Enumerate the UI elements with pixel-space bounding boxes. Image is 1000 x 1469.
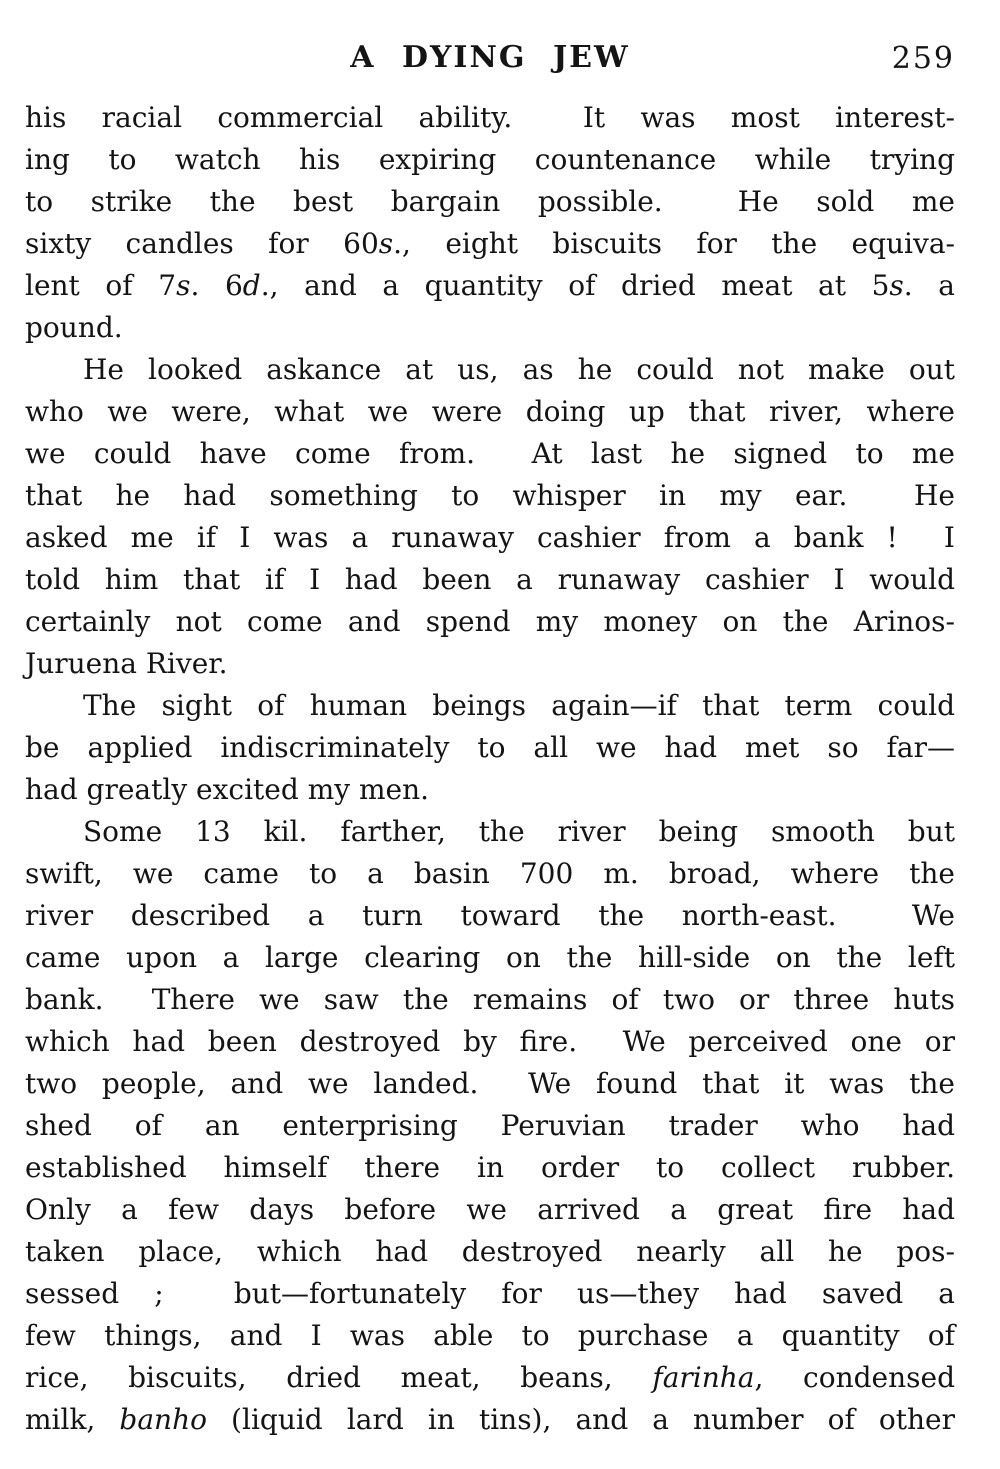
text-line: pound.	[25, 311, 123, 344]
text-line: came upon a large clearing on the hill-side on the left	[25, 941, 955, 974]
text-line: ing to watch his expiring countenance while trying	[25, 143, 955, 176]
text-line: shed of an enterprising Peruvian trader who had	[25, 1109, 955, 1142]
text-line: sixty candles for 60s., eight biscuits for the equiva-	[25, 227, 955, 260]
paragraph	[25, 811, 955, 1441]
page-body	[25, 97, 955, 1441]
text-line: asked me if I was a runaway cashier from a bank ! I	[25, 521, 955, 554]
text-line: rice, biscuits, dried meat, beans, farinha, condensed	[25, 1361, 956, 1394]
text-line: bank. There we saw the remains of two or three huts	[25, 983, 955, 1016]
text-line: his racial commercial ability. It was most interest-	[25, 101, 955, 134]
text-line: milk, banho (liquid lard in tins), and a number of other	[25, 1403, 955, 1436]
text-line: few things, and I was able to purchase a quantity of	[25, 1319, 955, 1352]
text-line: be applied indiscriminately to all we had met so far—	[25, 731, 955, 764]
text-line: lent of 7s. 6d., and a quantity of dried meat at 5s. a	[25, 269, 955, 302]
text-line: two people, and we landed. We found that it was the	[25, 1067, 955, 1100]
text-line: He looked askance at us, as he could not make out	[83, 353, 955, 386]
page-number: 259	[891, 41, 955, 76]
text-line: swift, we came to a basin 700 m. broad, where the	[25, 857, 955, 890]
text-line: taken place, which had destroyed nearly all he pos-	[25, 1235, 955, 1268]
page-header	[25, 40, 955, 80]
paragraph	[25, 685, 955, 811]
text-line: Only a few days before we arrived a great fire had	[25, 1193, 955, 1226]
paragraph	[25, 97, 955, 349]
text-line: Juruena River.	[25, 647, 228, 680]
running-head-title: A DYING JEW	[350, 40, 630, 75]
text-line: which had been destroyed by fire. We perceived one or	[25, 1025, 955, 1058]
text-line: to strike the best bargain possible. He sold me	[25, 185, 955, 218]
text-line: river described a turn toward the north-east. We	[25, 899, 955, 932]
text-line: told him that if I had been a runaway cashier I would	[25, 563, 955, 596]
text-line: established himself there in order to collect rubber.	[25, 1151, 955, 1184]
text-line: Some 13 kil. farther, the river being smooth but	[83, 815, 955, 848]
text-line: that he had something to whisper in my ear. He	[25, 479, 955, 512]
text-line: certainly not come and spend my money on the Arinos-	[25, 605, 955, 638]
paragraph	[25, 349, 955, 685]
text-line: The sight of human beings again—if that term could	[83, 689, 955, 722]
text-line: we could have come from. At last he signed to me	[25, 437, 955, 470]
text-line: who we were, what we were doing up that river, where	[25, 395, 955, 428]
text-line: had greatly excited my men.	[25, 773, 430, 806]
text-line: sessed ; but—fortunately for us—they had saved a	[25, 1277, 955, 1310]
